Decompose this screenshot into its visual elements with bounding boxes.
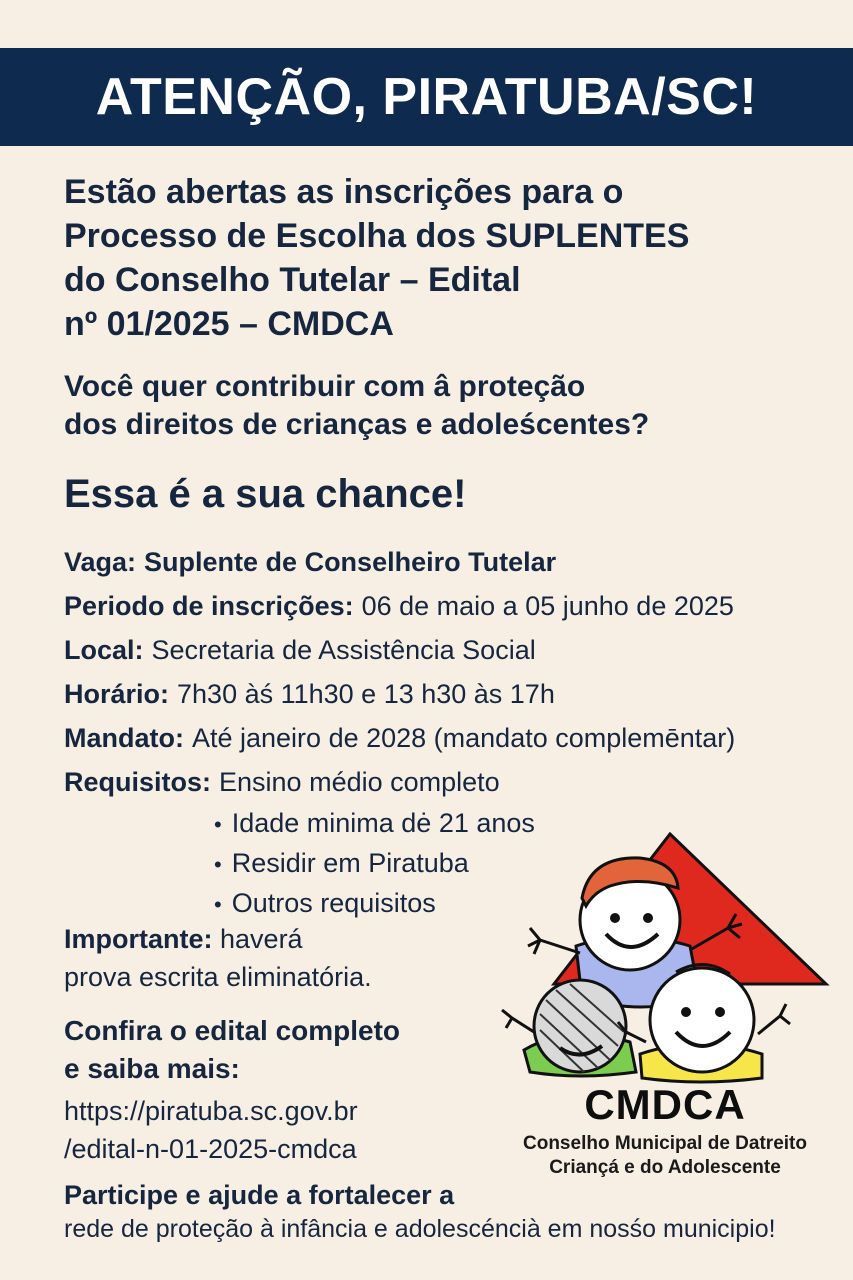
info-label: Horário:	[64, 679, 170, 709]
info-horario	[64, 672, 844, 716]
info-value: 06 de maio a 05 junho de 2025	[361, 591, 734, 621]
headline	[64, 170, 824, 346]
important-text-2: prova escrita eliminatória.	[64, 962, 372, 992]
edital-link[interactable]	[64, 1092, 358, 1168]
info-vaga	[64, 540, 844, 584]
banner-title: ATENÇÃO, PIRATUBA/SC!	[95, 68, 758, 126]
info-value: Até janeiro de 2028 (mandato complemēntar)	[191, 723, 736, 753]
info-label: Periodo de inscrições:	[64, 591, 354, 621]
list-item: • Outros requisitos	[214, 884, 844, 924]
chance-title: Essa é a sua chance!	[64, 472, 467, 516]
logo-subtitle-line: Conselho Municipal de Datreito	[523, 1133, 807, 1154]
right-child-face	[650, 968, 754, 1072]
logo-subtitle-line: Criançá e do Adolescente	[549, 1157, 781, 1178]
headline-line: Estão abertas as inscrições para o	[64, 173, 624, 211]
list-item: • Idade minima dė 21 anos	[214, 804, 844, 844]
info-label: Vaga:	[64, 547, 137, 577]
info-label: Requisitos:	[64, 767, 212, 797]
participe-line-2: rede de proteção à infância e adolescéncià em nosśo municipio!	[64, 1215, 776, 1243]
confira-line: Confira o edital completo	[64, 1015, 401, 1046]
header-banner	[0, 48, 853, 146]
info-value: 7h30 àś 11h30 e 13 h30 às 17h	[177, 679, 555, 709]
url-line[interactable]: https://piratuba.sc.gov.br	[64, 1096, 358, 1126]
url-line[interactable]: /edital-n-01-2025-cmdca	[64, 1134, 357, 1164]
important-note	[64, 920, 372, 996]
cmdca-logo	[490, 828, 840, 1188]
question-line: Você quer contribuir com â proteção	[64, 370, 586, 403]
logo-subtitle	[490, 1132, 840, 1180]
info-periodo	[64, 584, 844, 628]
info-label: Local:	[64, 635, 144, 665]
confira-line: e saiba mais:	[64, 1053, 240, 1084]
question-line: dos direitos de crianças e adoleścentes?	[64, 408, 650, 441]
logo-title: CMDCA	[584, 1081, 746, 1128]
info-value: Ensino médio completo	[219, 767, 500, 797]
info-mandato	[64, 716, 844, 760]
headline-line: nº 01/2025 – CMDCA	[64, 305, 394, 343]
children-illustration	[490, 828, 840, 1088]
important-label: Importante:	[64, 924, 213, 954]
question	[64, 368, 824, 444]
info-label: Mandato:	[64, 723, 184, 753]
headline-line: do Conselho Tutelar – Edital	[64, 261, 521, 299]
list-item: • Residir em Piratuba	[214, 844, 844, 884]
important-text: haverá	[220, 924, 303, 954]
info-local	[64, 628, 844, 672]
info-value: Suplente de Conselheiro Tutelar	[144, 547, 557, 577]
headline-line: Processo de Escolha dos SUPLENTES	[64, 217, 690, 255]
info-requisitos	[64, 760, 844, 804]
participe-line-1: Participe e ajude a fortalecer a	[64, 1180, 455, 1210]
confira-heading	[64, 1012, 400, 1088]
info-value: Secretaria de Assistência Social	[151, 635, 536, 665]
